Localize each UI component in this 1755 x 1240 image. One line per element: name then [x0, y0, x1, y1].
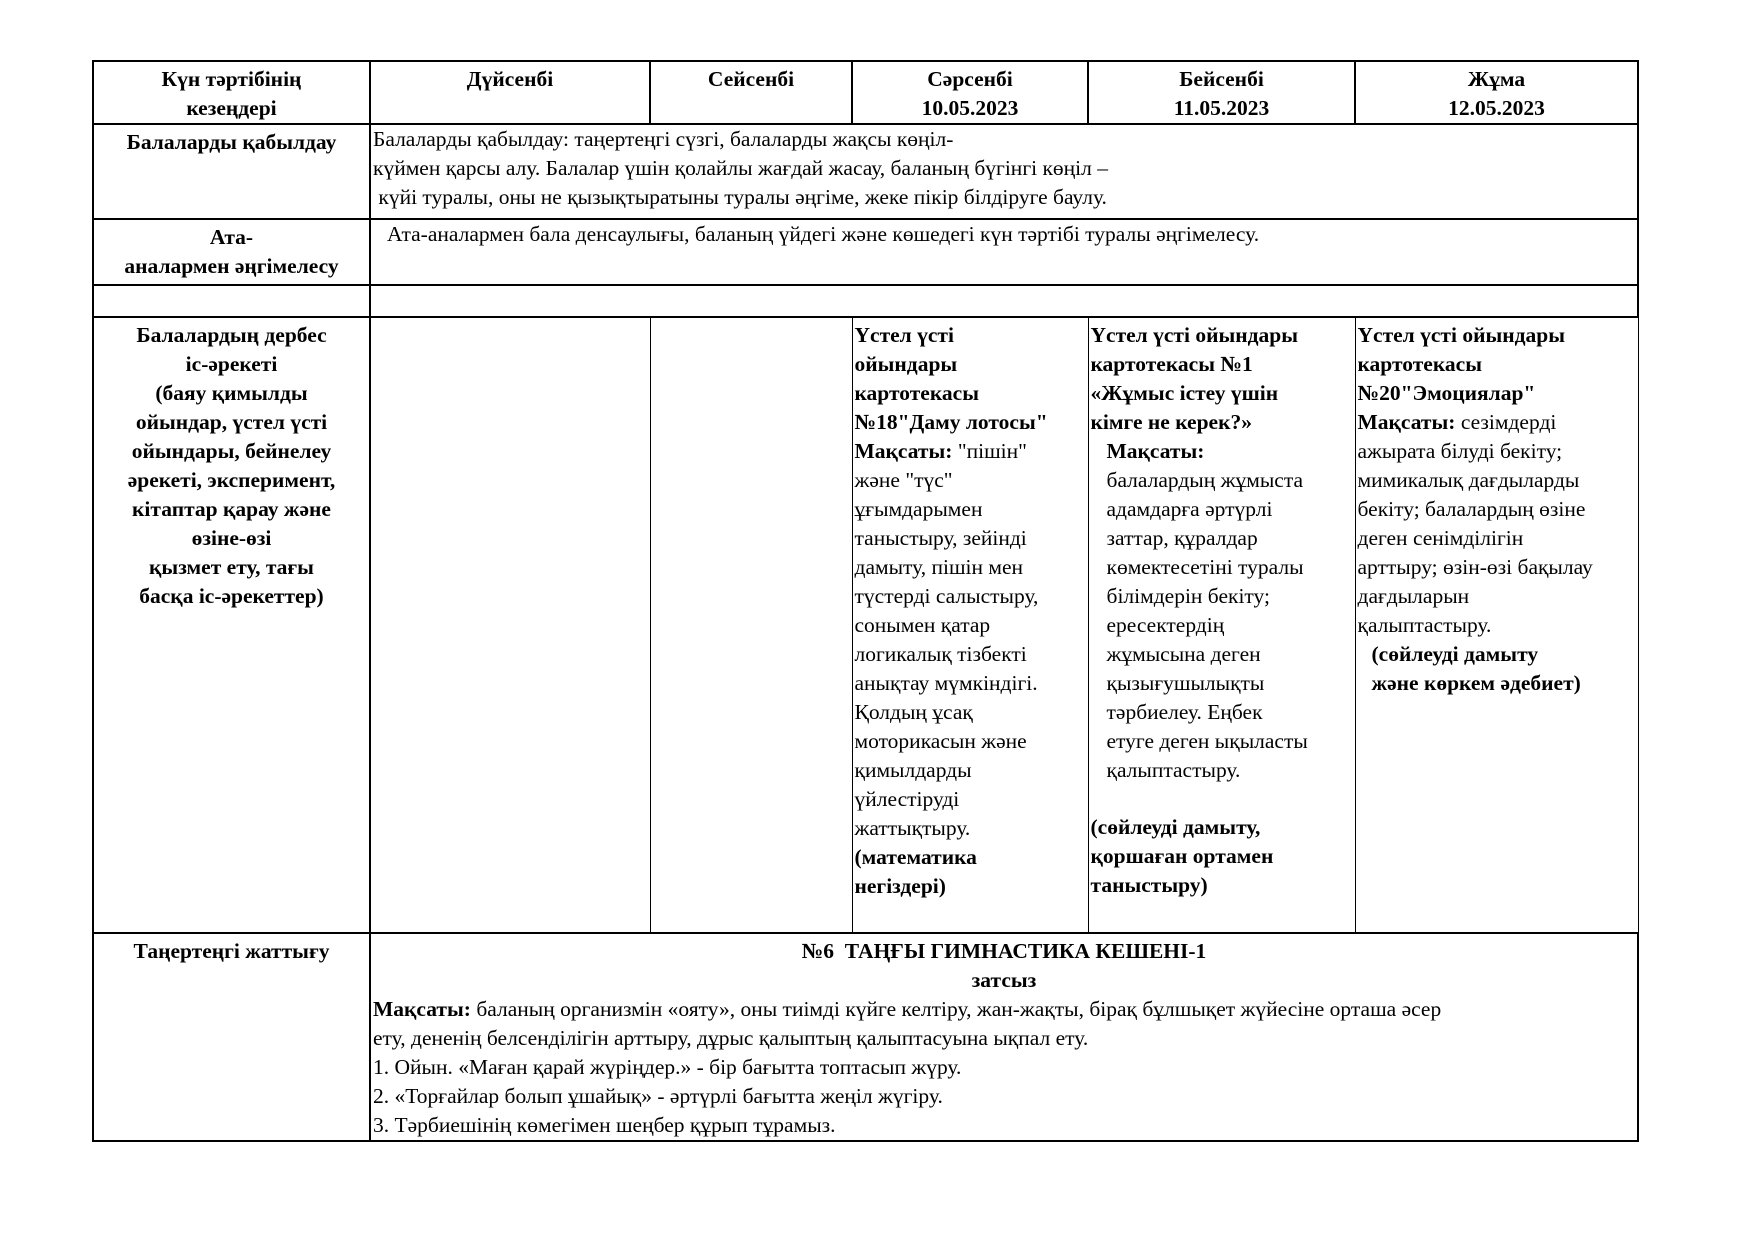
- exercise-item: 2. «Торғайлар болып ұшайық» - әртүрлі бағытта жеңіл жүгіру.: [373, 1084, 943, 1108]
- friday-activity: Үстел үсті ойындары картотекасы №20"Эмоциялар" Мақсаты: сезімдерді ажырата білуді бекіту; мимикалық дағдыларды бекіту; балалардың өзіне деген сенімділігін арттыру; өзін-өзі бақылау дағдыларын қалыптастыру. (сөйлеуді дамыту және көркем әдебиет): [1355, 317, 1638, 933]
- monday-header: Дүйсенбі: [370, 61, 650, 124]
- reception-content: Балаларды қабылдау: таңертеңгі сүзгі, балаларды жақсы көңіл- күймен қарсы алу. Балалар үшін қолайлы жағдай жасау, баланың бүгінгі көңіл – күйі туралы, оны не қызықтыратыны туралы әңгіме, жеке пікір білдіруге баулу.: [370, 124, 1638, 219]
- stage-header: Күн тәртібінің кезеңдері: [93, 61, 370, 124]
- exercise-stage: Таңертеңгі жаттығу: [93, 933, 370, 1141]
- exercise-item: 1. Ойын. «Маған қарай жүріңдер.» - бір бағытта топтасып жүру.: [373, 1055, 962, 1079]
- exercise-item: 3. Тәрбиешінің көмегімен шеңбер құрып тұрамыз.: [373, 1113, 836, 1137]
- exercise-subtitle: затсыз: [971, 968, 1037, 992]
- activity-stage: Балалардың дербес іс-әрекеті (баяу қимылды ойындар, үстел үсті ойындары, бейнелеу әрекеті, эксперимент, кітаптар қарау және өзіне-өзі қызмет ету, тағы басқа іс-әрекеттер): [93, 317, 370, 933]
- spacer-row: [93, 285, 1638, 317]
- parents-stage: Ата- аналармен әңгімелесу: [93, 219, 370, 285]
- tuesday-header: Сейсенбі: [650, 61, 852, 124]
- header-row: [93, 61, 1638, 124]
- exercise-title: №6 ТАҢҒЫ ГИМНАСТИКА КЕШЕНІ-1: [801, 939, 1207, 963]
- reception-row: [93, 124, 1638, 219]
- parents-content: Ата-аналармен бала денсаулығы, баланың үйдегі және көшедегі күн тәртібі туралы әңгімелесу.: [370, 219, 1638, 285]
- exercise-content: №6 ТАҢҒЫ ГИМНАСТИКА КЕШЕНІ-1 затсыз Мақсаты: баланың организмін «ояту», оны тиімді күйге келтіру, жан-жақты, бірақ бұлшықет жүйесіне орташа әсер ету, дененің белсенділігін арттыру, дұрыс қалыптың қалыптасуына ықпал ету. 1. Ойын. «Маған қарай жүріңдер.» - бір бағытта топтасып жүру. 2. «Торғайлар болып ұшайық» - әртүрлі бағытта жеңіл жүгіру. 3. Тәрбиешінің көмегімен шеңбер құрып тұрамыз.: [370, 933, 1638, 1141]
- thursday-date: 11.05.2023: [1173, 96, 1270, 120]
- activity-row: [93, 317, 1638, 933]
- parents-row: [93, 219, 1638, 285]
- thursday-activity: Үстел үсті ойындары картотекасы №1 «Жұмыс істеу үшін кімге не керек?» Мақсаты: балалардың жұмыста адамдарға әртүрлі заттар, құралдар көмектесетіні туралы білімдерін бекіту; ересектердің жұмысына деген қызығушылықты тәрбиелеу. Еңбек етуге деген ықыласты қалыптастыру. (сөйлеуді дамыту, қоршаған ортамен таныстыру): [1088, 317, 1355, 933]
- monday-activity: [370, 317, 650, 933]
- friday-date: 12.05.2023: [1448, 96, 1545, 120]
- spacer-content: [370, 285, 1638, 317]
- tuesday-activity: [650, 317, 852, 933]
- schedule-table: [92, 60, 1639, 1142]
- thursday-header: Бейсенбі 11.05.2023: [1088, 61, 1355, 124]
- wednesday-activity: Үстел үсті ойындары картотекасы №18"Даму лотосы" Мақсаты: "пішін" және "түс" ұғымдарымен таныстыру, зейінді дамыту, пішін мен түстерді салыстыру, сонымен қатар логикалық тізбекті анықтау мүмкіндігі. Қолдың ұсақ моторикасын және қимылдарды үйлестіруді жаттықтыру. (математика негіздері): [852, 317, 1088, 933]
- wednesday-header: Сәрсенбі 10.05.2023: [852, 61, 1088, 124]
- exercise-row: [93, 933, 1638, 1141]
- friday-header: Жұма 12.05.2023: [1355, 61, 1638, 124]
- wednesday-date: 10.05.2023: [921, 96, 1019, 120]
- spacer-stage: [93, 285, 370, 317]
- reception-stage: Балаларды қабылдау: [93, 124, 370, 219]
